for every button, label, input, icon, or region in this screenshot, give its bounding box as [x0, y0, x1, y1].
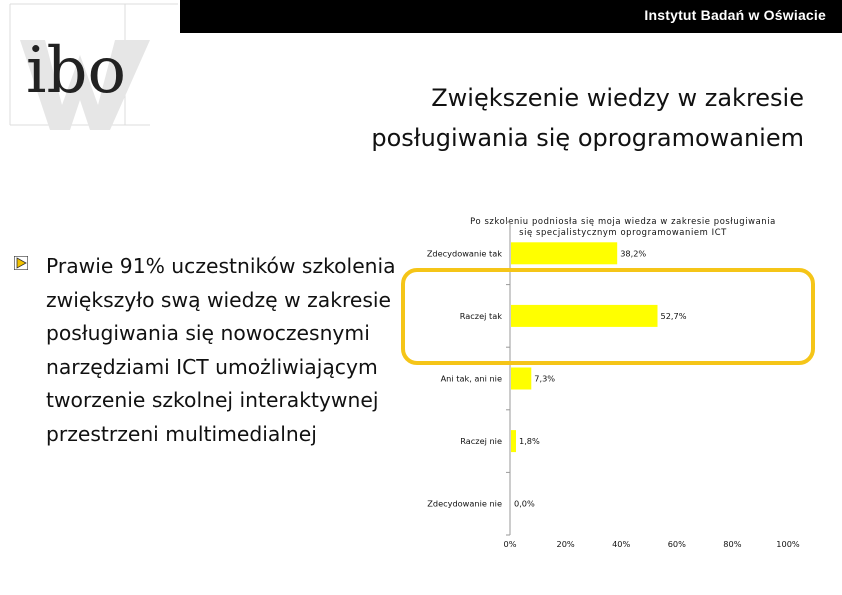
x-tick-label: 80% [723, 539, 742, 549]
title-line-1: Zwiększenie wiedzy w zakresie [431, 84, 804, 112]
arrow-bullet-icon [14, 256, 28, 270]
x-tick-label: 100% [776, 539, 800, 549]
bar [511, 305, 658, 327]
category-label: Zdecydowanie tak [426, 248, 502, 259]
category-label: Ani tak, ani nie [440, 373, 502, 384]
title-line-2: posługiwania się oprogramowaniem [371, 124, 804, 152]
x-tick-label: 20% [556, 539, 575, 549]
ibo-logo [0, 0, 180, 140]
bar [511, 430, 516, 452]
x-tick-label: 60% [667, 539, 686, 549]
category-label: Raczej nie [460, 436, 502, 447]
svg-text:ibo: ibo [26, 34, 126, 108]
bullet-text: Prawie 91% uczestników szkolenia zwiększyło swą wiedzę w zakresie posługiwania się nowoczesnymi narzędziami ICT umożliwiającym tworzenie szkolnej interaktywnej przestrzeni multimedialnej [46, 254, 396, 446]
x-tick-label: 40% [612, 539, 631, 549]
data-label: 1,8% [519, 436, 540, 447]
chart-title: Po szkoleniu podniosła się moja wiedza w zakresie posługiwania się specjalistycznym oprogramowaniem ICT [470, 216, 776, 237]
data-label: 38,2% [620, 248, 647, 259]
header-bar [178, 0, 842, 33]
data-label: 52,7% [660, 310, 687, 321]
org-name: Instytut Badań w Oświacie [644, 7, 826, 23]
bar [511, 242, 617, 264]
category-label: Raczej tak [459, 310, 502, 321]
bar [511, 368, 531, 390]
slide-title [371, 78, 804, 158]
category-label: Zdecydowanie nie [427, 498, 502, 509]
x-tick-label: 0% [503, 539, 517, 549]
data-label: 0,0% [514, 498, 535, 509]
data-label: 7,3% [534, 373, 556, 384]
bar-chart [410, 210, 810, 560]
